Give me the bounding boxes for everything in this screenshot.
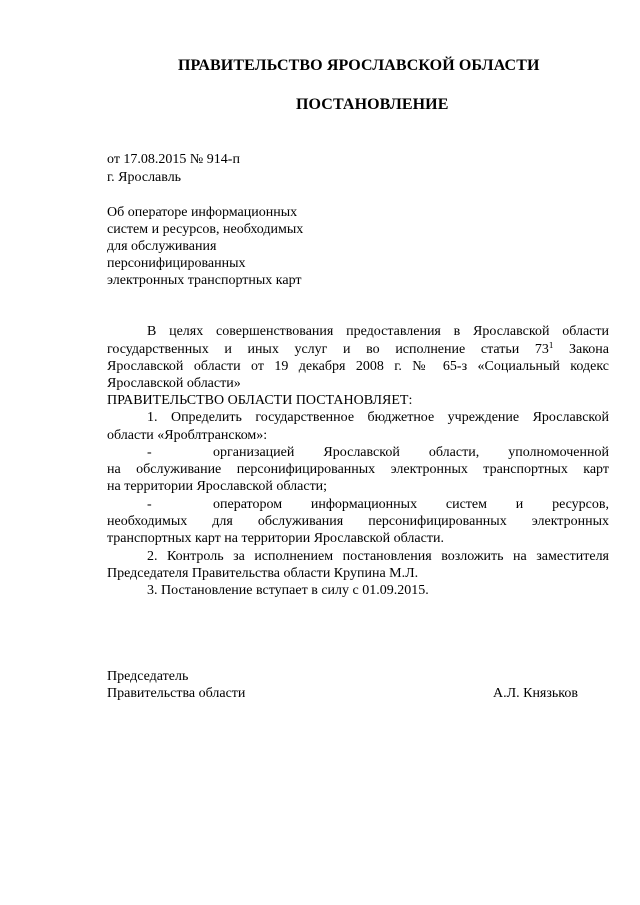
signatory-title: Правительства области xyxy=(107,686,246,701)
list-dash: - xyxy=(147,445,152,460)
sub1-line: на территории Ярославской области; xyxy=(107,479,328,494)
sub1-line: организацией Ярославской области, уполномоченной xyxy=(213,445,609,460)
document-type-title: ПОСТАНОВЛЕНИЕ xyxy=(296,96,449,113)
intro-line-with-footnote xyxy=(107,342,609,358)
intro-line: Ярославской области» xyxy=(107,376,241,391)
sub1-line: на обслуживание персонифицированных электронных транспортных карт xyxy=(107,462,609,477)
subject-line: систем и ресурсов, необходимых xyxy=(107,222,304,237)
item1-line: области «Яроблтранском»: xyxy=(107,428,268,443)
intro-text-tail: Закона xyxy=(553,342,609,357)
subject-line: для обслуживания xyxy=(107,239,217,254)
government-title: ПРАВИТЕЛЬСТВО ЯРОСЛАВСКОЙ ОБЛАСТИ xyxy=(178,57,540,74)
list-dash: - xyxy=(147,497,152,512)
item1-line: 1. Определить государственное бюджетное учреждение Ярославской xyxy=(147,410,609,425)
signatory-name: А.Л. Князьков xyxy=(493,686,578,701)
signatory-title: Председатель xyxy=(107,669,189,684)
item3-line: 3. Постановление вступает в силу с 01.09.2015. xyxy=(147,583,429,598)
footnote-superscript: 1 xyxy=(548,342,554,350)
sub2-line: оператором информационных систем и ресурсов, xyxy=(213,497,609,512)
subject-line: персонифицированных xyxy=(107,256,246,271)
resolves-heading: ПРАВИТЕЛЬСТВО ОБЛАСТИ ПОСТАНОВЛЯЕТ: xyxy=(107,393,413,408)
date-number: от 17.08.2015 № 914-п xyxy=(107,152,240,167)
intro-line: В целях совершенствования предоставления в Ярославской области xyxy=(147,324,609,339)
item2-line: 2. Контроль за исполнением постановления возложить на заместителя xyxy=(147,549,609,564)
intro-text: государственных и иных услуг и во исполнение статьи 73 xyxy=(107,342,549,357)
intro-line: Ярославской области от 19 декабря 2008 г. № 65-з «Социальный кодекс xyxy=(107,359,609,374)
item2-line: Председателя Правительства области Крупина М.Л. xyxy=(107,566,419,581)
subject-line: электронных транспортных карт xyxy=(107,273,302,288)
sub2-line: транспортных карт на территории Ярославской области. xyxy=(107,531,444,546)
city: г. Ярославль xyxy=(107,170,182,185)
sub2-line: необходимых для обслуживания персонифицированных электронных xyxy=(107,514,609,529)
subject-line: Об операторе информационных xyxy=(107,205,298,220)
